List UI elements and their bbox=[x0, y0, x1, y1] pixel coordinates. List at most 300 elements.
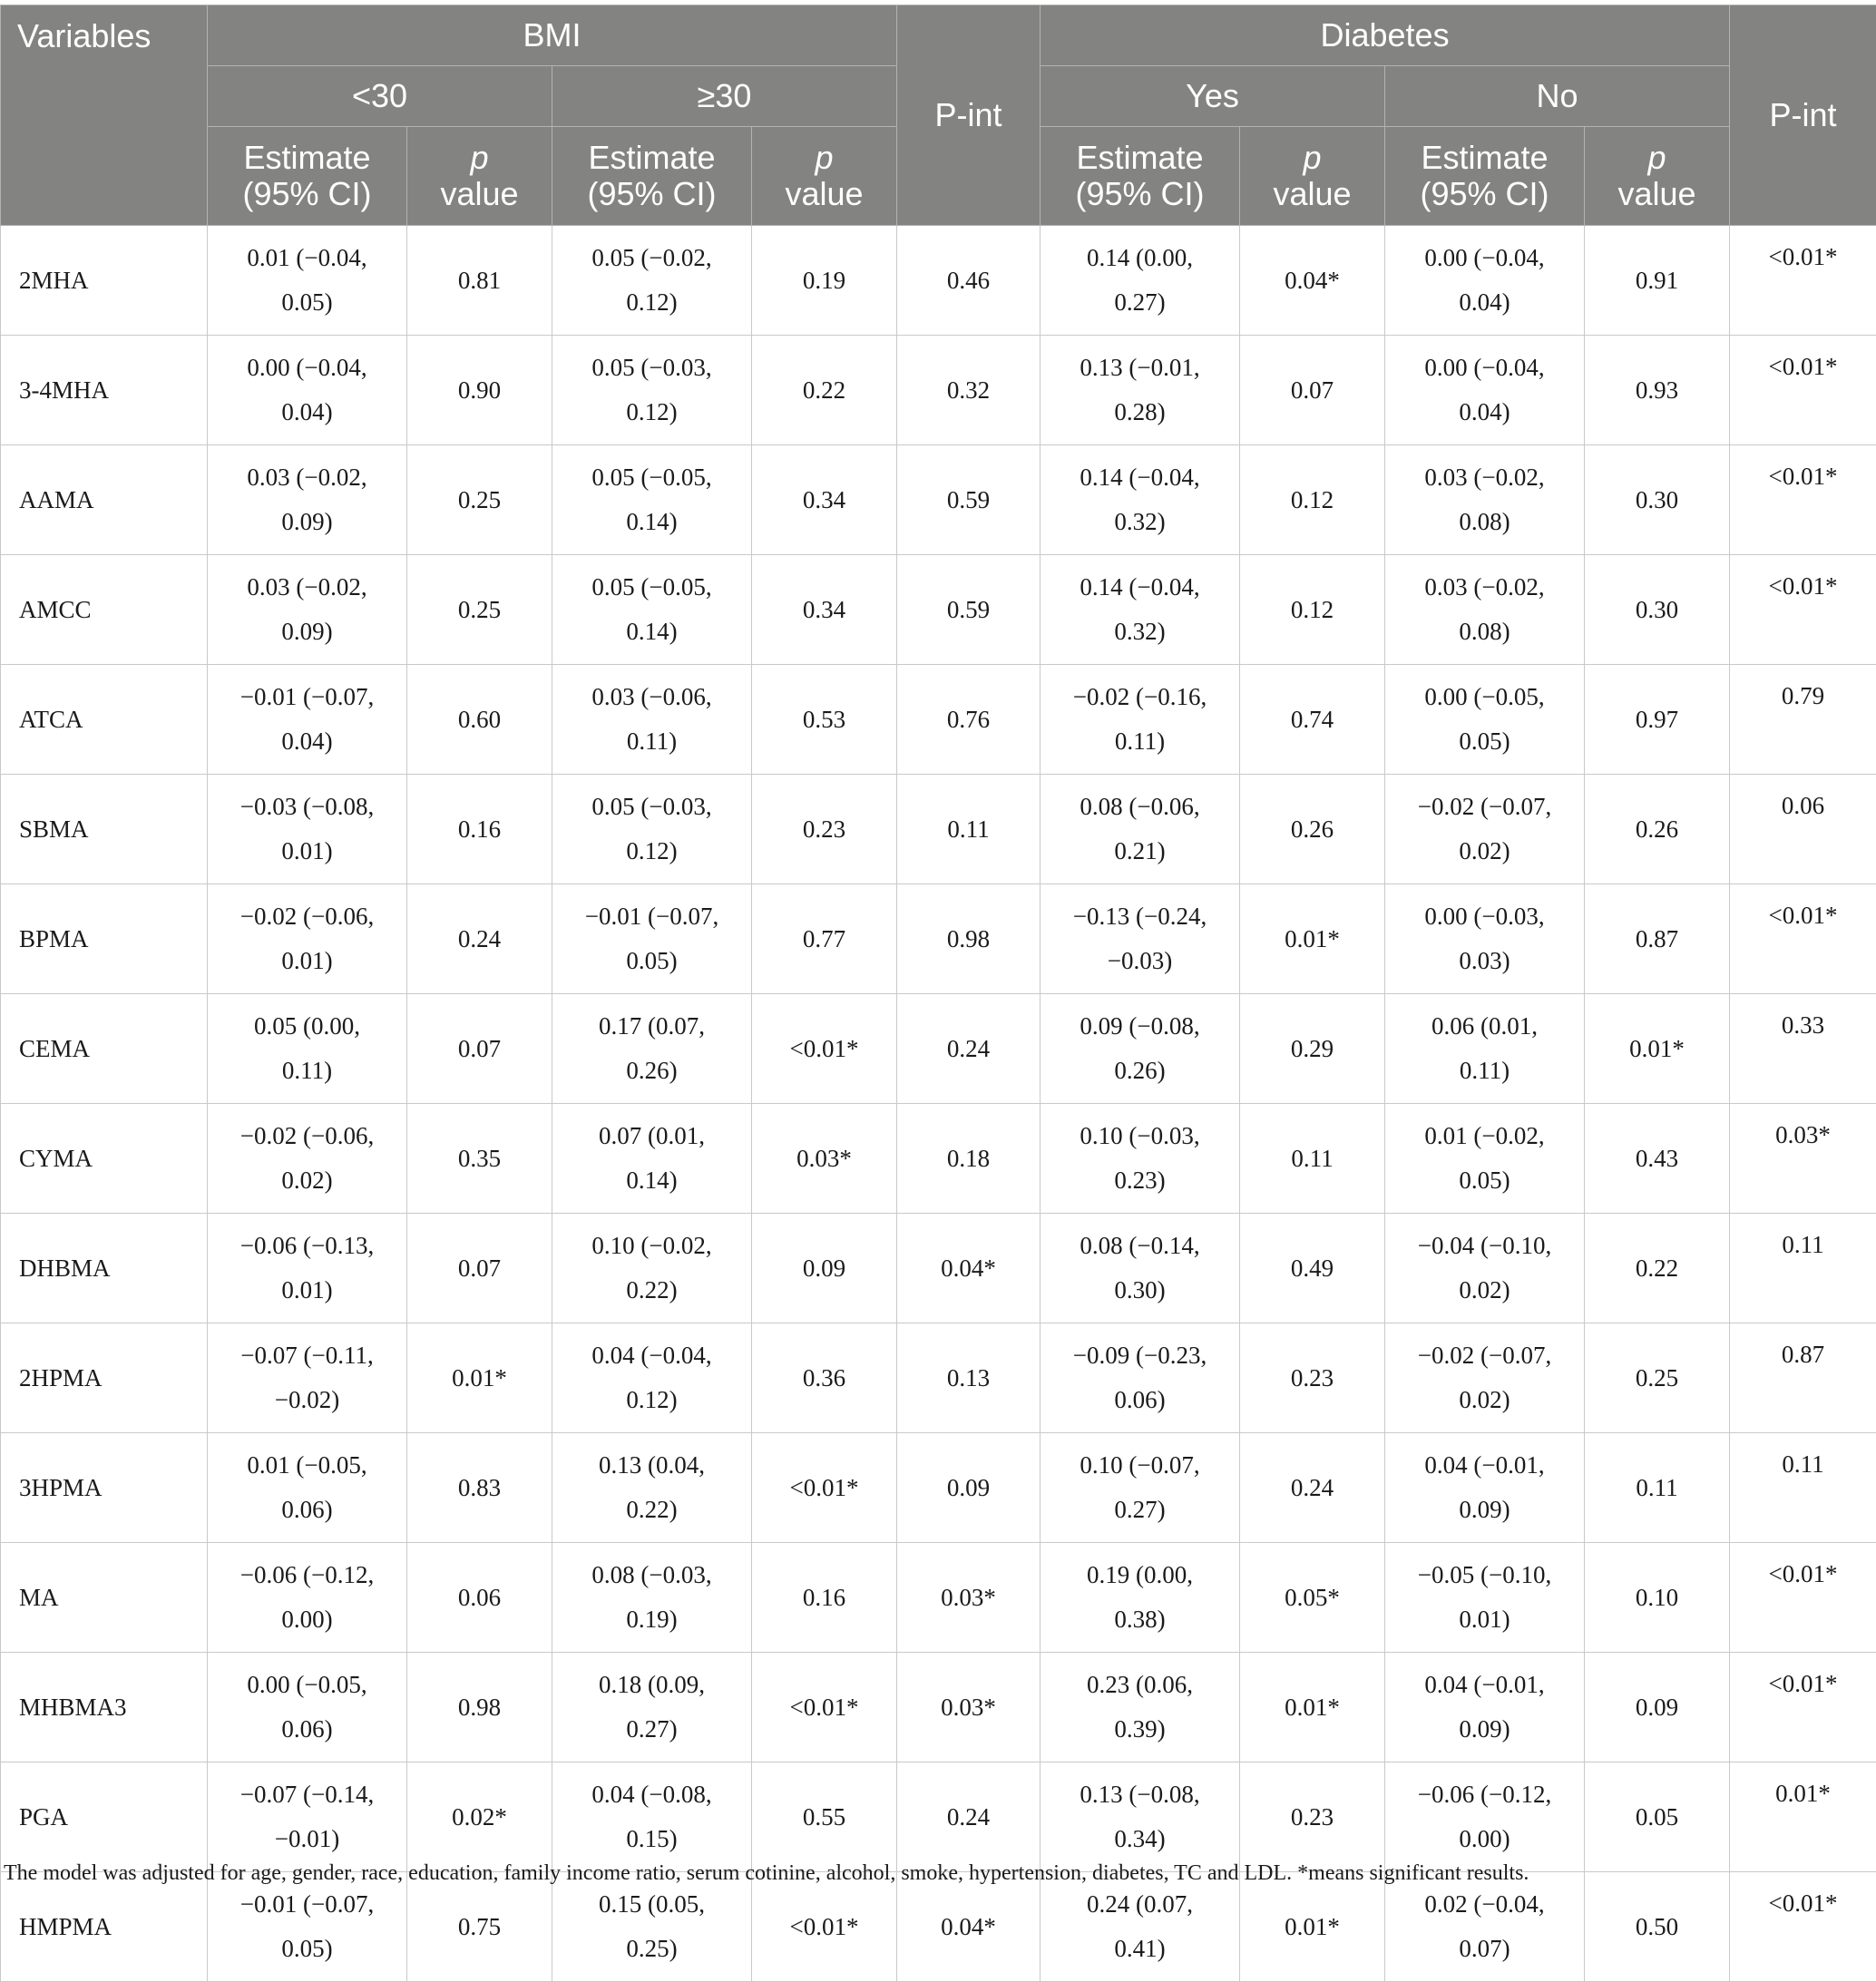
diab-yes-p-cell: 0.01* bbox=[1240, 884, 1385, 994]
diab-no-p-cell: 0.26 bbox=[1585, 775, 1730, 884]
table-header bbox=[1, 5, 1876, 226]
variable-name-cell: 2HPMA bbox=[1, 1323, 208, 1433]
bmi-lt30-est-cell bbox=[208, 1214, 407, 1323]
estimate-line-1: 0.04 (−0.08, bbox=[560, 1772, 744, 1817]
variable-name-cell: DHBMA bbox=[1, 1214, 208, 1323]
diabetes-no-header: No bbox=[1385, 66, 1730, 127]
diab-yes-est-cell bbox=[1041, 555, 1240, 665]
diab-no-p-cell: 0.50 bbox=[1585, 1872, 1730, 1982]
bmi-lt30-est-cell bbox=[208, 775, 407, 884]
estimate-line-1: 0.07 (0.01, bbox=[560, 1114, 744, 1158]
table-row bbox=[1, 1762, 1876, 1872]
estimate-line-1: 0.02 (−0.04, bbox=[1392, 1882, 1577, 1927]
diab-yes-est-cell bbox=[1041, 884, 1240, 994]
bmi-ge30-est-cell bbox=[552, 994, 752, 1104]
estimate-line-2: 0.06) bbox=[215, 1488, 399, 1532]
estimate-line-2: 0.06) bbox=[1048, 1378, 1232, 1422]
diabetes-no-p-value-header bbox=[1585, 127, 1730, 226]
estimate-line-2: 0.38) bbox=[1048, 1597, 1232, 1642]
bmi-lt30-est-cell bbox=[208, 1762, 407, 1872]
estimate-line-1: 0.10 (−0.03, bbox=[1048, 1114, 1232, 1158]
diab-pint-cell: <0.01* bbox=[1730, 336, 1876, 445]
estimate-line-1: 0.03 (−0.02, bbox=[1392, 455, 1577, 500]
estimate-line-2: 0.39) bbox=[1048, 1707, 1232, 1752]
diab-yes-est-cell bbox=[1041, 665, 1240, 775]
ci-label: (95% CI) bbox=[242, 175, 371, 212]
bmi-pint-cell: 0.59 bbox=[897, 555, 1041, 665]
estimate-line-1: 0.00 (−0.05, bbox=[215, 1663, 399, 1707]
estimate-line-2: 0.27) bbox=[560, 1707, 744, 1752]
bmi-group-header: BMI bbox=[208, 5, 897, 66]
estimate-line-2: 0.22) bbox=[560, 1268, 744, 1313]
bmi-pint-cell: 0.11 bbox=[897, 775, 1041, 884]
estimate-line-2: 0.01) bbox=[215, 829, 399, 874]
bmi-lt30-est-cell bbox=[208, 1872, 407, 1982]
estimate-line-2: 0.09) bbox=[215, 610, 399, 654]
estimate-line-1: 0.18 (0.09, bbox=[560, 1663, 744, 1707]
bmi-ge30-p-value-header bbox=[752, 127, 897, 226]
estimate-line-1: −0.02 (−0.07, bbox=[1392, 1333, 1577, 1378]
estimate-line-1: 0.05 (0.00, bbox=[215, 1004, 399, 1049]
bmi-pint-header: P-int bbox=[897, 5, 1041, 226]
estimate-line-1: 0.04 (−0.01, bbox=[1392, 1663, 1577, 1707]
estimate-line-1: −0.01 (−0.07, bbox=[560, 894, 744, 939]
bmi-ge30-est-cell bbox=[552, 445, 752, 555]
bmi-lt30-est-cell bbox=[208, 555, 407, 665]
variable-name-cell: 3HPMA bbox=[1, 1433, 208, 1543]
variable-name-cell: HMPMA bbox=[1, 1872, 208, 1982]
diab-pint-cell: <0.01* bbox=[1730, 555, 1876, 665]
estimate-line-1: −0.01 (−0.07, bbox=[215, 1882, 399, 1927]
estimate-line-2: 0.04) bbox=[215, 719, 399, 764]
ci-label: (95% CI) bbox=[587, 175, 716, 212]
diab-no-est-cell bbox=[1385, 884, 1585, 994]
estimate-line-1: 0.05 (−0.03, bbox=[560, 785, 744, 829]
variable-name-cell: AMCC bbox=[1, 555, 208, 665]
diab-pint-cell: 0.06 bbox=[1730, 775, 1876, 884]
diab-no-p-cell: 0.87 bbox=[1585, 884, 1730, 994]
estimate-line-2: 0.02) bbox=[1392, 829, 1577, 874]
results-table bbox=[0, 5, 1876, 1982]
estimate-line-2: 0.08) bbox=[1392, 610, 1577, 654]
diab-yes-p-cell: 0.12 bbox=[1240, 445, 1385, 555]
estimate-line-2: 0.41) bbox=[1048, 1927, 1232, 1971]
estimate-line-2: 0.09) bbox=[1392, 1488, 1577, 1532]
bmi-ge30-est-cell bbox=[552, 1104, 752, 1214]
diab-no-est-cell bbox=[1385, 994, 1585, 1104]
estimate-line-2: 0.25) bbox=[560, 1927, 744, 1971]
bmi-lt30-p-cell: 0.75 bbox=[407, 1872, 552, 1982]
bmi-ge30-p-cell: 0.55 bbox=[752, 1762, 897, 1872]
variable-name-cell: SBMA bbox=[1, 775, 208, 884]
bmi-ge30-p-cell: 0.53 bbox=[752, 665, 897, 775]
bmi-lt30-p-cell: 0.01* bbox=[407, 1323, 552, 1433]
bmi-lt30-est-cell bbox=[208, 1433, 407, 1543]
diab-yes-est-cell bbox=[1041, 1214, 1240, 1323]
bmi-ge30-est-cell bbox=[552, 555, 752, 665]
estimate-line-2: 0.00) bbox=[215, 1597, 399, 1642]
estimate-line-1: 0.03 (−0.06, bbox=[560, 675, 744, 719]
estimate-line-1: −0.04 (−0.10, bbox=[1392, 1224, 1577, 1268]
diab-pint-cell: 0.03* bbox=[1730, 1104, 1876, 1214]
estimate-line-2: 0.12) bbox=[560, 829, 744, 874]
diab-pint-cell: <0.01* bbox=[1730, 226, 1876, 336]
diabetes-pint-header: P-int bbox=[1730, 5, 1876, 226]
estimate-line-2: 0.14) bbox=[560, 500, 744, 544]
bmi-lt30-p-cell: 0.07 bbox=[407, 994, 552, 1104]
estimate-line-2: 0.22) bbox=[560, 1488, 744, 1532]
estimate-line-2: 0.08) bbox=[1392, 500, 1577, 544]
bmi-ge30-p-cell: 0.19 bbox=[752, 226, 897, 336]
bmi-lt30-p-cell: 0.16 bbox=[407, 775, 552, 884]
estimate-line-1: −0.09 (−0.23, bbox=[1048, 1333, 1232, 1378]
estimate-line-1: 0.01 (−0.04, bbox=[215, 236, 399, 280]
estimate-line-1: 0.01 (−0.05, bbox=[215, 1443, 399, 1488]
bmi-pint-cell: 0.03* bbox=[897, 1653, 1041, 1762]
bmi-ge30-est-cell bbox=[552, 1543, 752, 1653]
table-footnote: The model was adjusted for age, gender, race, education, family income ratio, serum cotinine, alcohol, smoke, hypertension, diabetes, TC and LDL. *means significant results. bbox=[4, 1861, 1529, 1886]
bmi-ge30-est-cell bbox=[552, 1214, 752, 1323]
estimate-line-1: 0.05 (−0.05, bbox=[560, 455, 744, 500]
table-row bbox=[1, 1323, 1876, 1433]
estimate-line-2: 0.14) bbox=[560, 610, 744, 654]
estimate-line-1: −0.02 (−0.06, bbox=[215, 894, 399, 939]
bmi-lt30-est-cell bbox=[208, 1543, 407, 1653]
estimate-line-1: 0.00 (−0.04, bbox=[1392, 236, 1577, 280]
estimate-line-1: −0.07 (−0.14, bbox=[215, 1772, 399, 1817]
bmi-ge30-p-cell: 0.34 bbox=[752, 445, 897, 555]
estimate-line-2: 0.04) bbox=[215, 390, 399, 434]
diabetes-group-header: Diabetes bbox=[1041, 5, 1730, 66]
bmi-lt30-est-cell bbox=[208, 994, 407, 1104]
diab-yes-est-cell bbox=[1041, 1762, 1240, 1872]
estimate-line-1: 0.00 (−0.03, bbox=[1392, 894, 1577, 939]
bmi-pint-cell: 0.09 bbox=[897, 1433, 1041, 1543]
bmi-lt30-p-cell: 0.81 bbox=[407, 226, 552, 336]
estimate-line-1: 0.03 (−0.02, bbox=[215, 565, 399, 610]
diab-no-est-cell bbox=[1385, 665, 1585, 775]
bmi-lt30-p-cell: 0.25 bbox=[407, 555, 552, 665]
bmi-ge30-est-cell bbox=[552, 336, 752, 445]
bmi-lt30-p-cell: 0.60 bbox=[407, 665, 552, 775]
estimate-line-2: 0.28) bbox=[1048, 390, 1232, 434]
bmi-lt30-p-cell: 0.90 bbox=[407, 336, 552, 445]
diab-yes-p-cell: 0.01* bbox=[1240, 1653, 1385, 1762]
estimate-line-1: 0.08 (−0.14, bbox=[1048, 1224, 1232, 1268]
diab-pint-cell: 0.11 bbox=[1730, 1433, 1876, 1543]
estimate-line-2: 0.05) bbox=[1392, 1158, 1577, 1203]
diab-no-est-cell bbox=[1385, 445, 1585, 555]
bmi-pint-cell: 0.18 bbox=[897, 1104, 1041, 1214]
estimate-line-1: −0.06 (−0.12, bbox=[1392, 1772, 1577, 1817]
estimate-line-2: 0.03) bbox=[1392, 939, 1577, 983]
diab-no-est-cell bbox=[1385, 1104, 1585, 1214]
table-row bbox=[1, 445, 1876, 555]
bmi-ge30-est-cell bbox=[552, 1653, 752, 1762]
table-body bbox=[1, 226, 1876, 1982]
diab-yes-p-cell: 0.29 bbox=[1240, 994, 1385, 1104]
bmi-pint-cell: 0.24 bbox=[897, 994, 1041, 1104]
bmi-ge30-p-cell: <0.01* bbox=[752, 1872, 897, 1982]
estimate-line-2: 0.12) bbox=[560, 280, 744, 325]
table-row bbox=[1, 1653, 1876, 1762]
bmi-lt30-header: <30 bbox=[208, 66, 552, 127]
estimate-line-2: 0.05) bbox=[215, 280, 399, 325]
estimate-line-1: 0.13 (−0.01, bbox=[1048, 346, 1232, 390]
bmi-ge30-p-cell: 0.03* bbox=[752, 1104, 897, 1214]
p-label: p bbox=[1648, 139, 1666, 176]
estimate-line-2: 0.04) bbox=[1392, 390, 1577, 434]
diab-yes-p-cell: 0.12 bbox=[1240, 555, 1385, 665]
diab-yes-est-cell bbox=[1041, 1543, 1240, 1653]
value-label: value bbox=[1618, 175, 1696, 212]
bmi-ge30-est-cell bbox=[552, 884, 752, 994]
bmi-lt30-p-cell: 0.06 bbox=[407, 1543, 552, 1653]
estimate-line-2: 0.23) bbox=[1048, 1158, 1232, 1203]
estimate-line-1: −0.05 (−0.10, bbox=[1392, 1553, 1577, 1597]
estimate-line-1: 0.15 (0.05, bbox=[560, 1882, 744, 1927]
estimate-line-1: −0.01 (−0.07, bbox=[215, 675, 399, 719]
diab-yes-p-cell: 0.04* bbox=[1240, 226, 1385, 336]
variable-name-cell: MHBMA3 bbox=[1, 1653, 208, 1762]
estimate-line-1: −0.02 (−0.16, bbox=[1048, 675, 1232, 719]
estimate-line-2: 0.09) bbox=[215, 500, 399, 544]
diab-no-est-cell bbox=[1385, 1872, 1585, 1982]
diab-yes-est-cell bbox=[1041, 1323, 1240, 1433]
estimate-line-2: 0.12) bbox=[560, 390, 744, 434]
estimate-line-2: 0.21) bbox=[1048, 829, 1232, 874]
estimate-line-1: 0.08 (−0.03, bbox=[560, 1553, 744, 1597]
estimate-line-1: −0.06 (−0.12, bbox=[215, 1553, 399, 1597]
bmi-ge30-est-cell bbox=[552, 1433, 752, 1543]
bmi-ge30-p-cell: <0.01* bbox=[752, 1653, 897, 1762]
p-label: p bbox=[815, 139, 833, 176]
diab-yes-est-cell bbox=[1041, 226, 1240, 336]
diab-pint-cell: 0.87 bbox=[1730, 1323, 1876, 1433]
bmi-ge30-p-cell: 0.16 bbox=[752, 1543, 897, 1653]
diabetes-yes-header: Yes bbox=[1041, 66, 1385, 127]
diab-pint-cell: <0.01* bbox=[1730, 884, 1876, 994]
diab-no-p-cell: 0.91 bbox=[1585, 226, 1730, 336]
bmi-ge30-p-cell: 0.77 bbox=[752, 884, 897, 994]
estimate-line-2: 0.12) bbox=[560, 1378, 744, 1422]
estimate-line-1: −0.07 (−0.11, bbox=[215, 1333, 399, 1378]
bmi-ge30-est-cell bbox=[552, 775, 752, 884]
bmi-ge30-p-cell: 0.23 bbox=[752, 775, 897, 884]
diab-yes-p-cell: 0.74 bbox=[1240, 665, 1385, 775]
bmi-lt30-est-cell bbox=[208, 1104, 407, 1214]
variable-name-cell: AAMA bbox=[1, 445, 208, 555]
diab-pint-cell: <0.01* bbox=[1730, 445, 1876, 555]
bmi-ge30-p-cell: 0.09 bbox=[752, 1214, 897, 1323]
estimate-line-2: 0.32) bbox=[1048, 610, 1232, 654]
diab-no-est-cell bbox=[1385, 226, 1585, 336]
estimate-line-1: 0.00 (−0.05, bbox=[1392, 675, 1577, 719]
bmi-lt30-est-cell bbox=[208, 884, 407, 994]
diab-yes-est-cell bbox=[1041, 775, 1240, 884]
bmi-lt30-est-cell bbox=[208, 445, 407, 555]
variable-name-cell: MA bbox=[1, 1543, 208, 1653]
value-label: value bbox=[1273, 175, 1351, 212]
estimate-label: Estimate bbox=[588, 139, 715, 176]
bmi-lt30-p-cell: 0.83 bbox=[407, 1433, 552, 1543]
estimate-line-2: 0.01) bbox=[215, 1268, 399, 1313]
variables-header: Variables bbox=[1, 5, 208, 226]
estimate-line-1: 0.06 (0.01, bbox=[1392, 1004, 1577, 1049]
estimate-line-1: −0.06 (−0.13, bbox=[215, 1224, 399, 1268]
estimate-line-2: 0.02) bbox=[1392, 1268, 1577, 1313]
estimate-line-1: 0.24 (0.07, bbox=[1048, 1882, 1232, 1927]
estimate-line-2: 0.15) bbox=[560, 1817, 744, 1861]
ci-label: (95% CI) bbox=[1421, 175, 1549, 212]
diab-no-p-cell: 0.25 bbox=[1585, 1323, 1730, 1433]
estimate-line-2: 0.32) bbox=[1048, 500, 1232, 544]
diab-yes-p-cell: 0.49 bbox=[1240, 1214, 1385, 1323]
estimate-line-1: −0.13 (−0.24, bbox=[1048, 894, 1232, 939]
bmi-lt30-est-cell bbox=[208, 1653, 407, 1762]
estimate-line-2: 0.26) bbox=[1048, 1049, 1232, 1093]
estimate-line-2: 0.27) bbox=[1048, 1488, 1232, 1532]
p-label: p bbox=[470, 139, 488, 176]
diab-yes-est-cell bbox=[1041, 994, 1240, 1104]
estimate-line-2: −0.03) bbox=[1048, 939, 1232, 983]
bmi-lt30-p-cell: 0.07 bbox=[407, 1214, 552, 1323]
bmi-ge30-header: ≥30 bbox=[552, 66, 897, 127]
bmi-lt30-p-cell: 0.25 bbox=[407, 445, 552, 555]
diab-no-p-cell: 0.09 bbox=[1585, 1653, 1730, 1762]
estimate-line-1: 0.10 (−0.02, bbox=[560, 1224, 744, 1268]
estimate-line-1: 0.08 (−0.06, bbox=[1048, 785, 1232, 829]
diab-yes-p-cell: 0.05* bbox=[1240, 1543, 1385, 1653]
estimate-line-1: −0.02 (−0.07, bbox=[1392, 785, 1577, 829]
estimate-line-1: 0.23 (0.06, bbox=[1048, 1663, 1232, 1707]
bmi-ge30-est-cell bbox=[552, 1872, 752, 1982]
value-label: value bbox=[440, 175, 518, 212]
estimate-line-2: −0.02) bbox=[215, 1378, 399, 1422]
diab-pint-cell: 0.33 bbox=[1730, 994, 1876, 1104]
estimate-line-2: 0.11) bbox=[215, 1049, 399, 1093]
diab-yes-est-cell bbox=[1041, 1653, 1240, 1762]
diab-no-est-cell bbox=[1385, 1323, 1585, 1433]
estimate-line-2: 0.01) bbox=[1392, 1597, 1577, 1642]
diab-yes-est-cell bbox=[1041, 1872, 1240, 1982]
bmi-ge30-est-cell bbox=[552, 226, 752, 336]
diab-yes-est-cell bbox=[1041, 336, 1240, 445]
diab-yes-p-cell: 0.26 bbox=[1240, 775, 1385, 884]
diab-yes-p-cell: 0.11 bbox=[1240, 1104, 1385, 1214]
table-row bbox=[1, 226, 1876, 336]
estimate-line-1: 0.14 (−0.04, bbox=[1048, 565, 1232, 610]
estimate-line-2: 0.11) bbox=[560, 719, 744, 764]
bmi-lt30-p-cell: 0.98 bbox=[407, 1653, 552, 1762]
bmi-ge30-est-cell bbox=[552, 665, 752, 775]
bmi-ge30-p-cell: 0.34 bbox=[752, 555, 897, 665]
diab-yes-p-cell: 0.23 bbox=[1240, 1762, 1385, 1872]
diab-pint-cell: <0.01* bbox=[1730, 1872, 1876, 1982]
variable-name-cell: 2MHA bbox=[1, 226, 208, 336]
diab-no-est-cell bbox=[1385, 1433, 1585, 1543]
estimate-line-2: 0.11) bbox=[1392, 1049, 1577, 1093]
diab-no-p-cell: 0.43 bbox=[1585, 1104, 1730, 1214]
estimate-line-1: 0.01 (−0.02, bbox=[1392, 1114, 1577, 1158]
table-row bbox=[1, 1433, 1876, 1543]
bmi-lt30-p-cell: 0.35 bbox=[407, 1104, 552, 1214]
estimate-line-1: 0.04 (−0.01, bbox=[1392, 1443, 1577, 1488]
bmi-pint-cell: 0.98 bbox=[897, 884, 1041, 994]
estimate-line-2: 0.01) bbox=[215, 939, 399, 983]
bmi-pint-cell: 0.76 bbox=[897, 665, 1041, 775]
table-row bbox=[1, 884, 1876, 994]
variable-name-cell: 3-4MHA bbox=[1, 336, 208, 445]
diab-yes-p-cell: 0.23 bbox=[1240, 1323, 1385, 1433]
estimate-line-1: 0.04 (−0.04, bbox=[560, 1333, 744, 1378]
table-row bbox=[1, 1872, 1876, 1982]
bmi-ge30-p-cell: <0.01* bbox=[752, 1433, 897, 1543]
estimate-line-2: 0.04) bbox=[1392, 280, 1577, 325]
bmi-pint-cell: 0.59 bbox=[897, 445, 1041, 555]
table-row bbox=[1, 1214, 1876, 1323]
bmi-ge30-estimate-header bbox=[552, 127, 752, 226]
bmi-lt30-estimate-header bbox=[208, 127, 407, 226]
diabetes-no-estimate-header bbox=[1385, 127, 1585, 226]
diab-no-est-cell bbox=[1385, 1543, 1585, 1653]
bmi-pint-cell: 0.32 bbox=[897, 336, 1041, 445]
estimate-line-1: 0.05 (−0.02, bbox=[560, 236, 744, 280]
estimate-line-2: 0.02) bbox=[215, 1158, 399, 1203]
estimate-line-1: 0.09 (−0.08, bbox=[1048, 1004, 1232, 1049]
diab-no-p-cell: 0.30 bbox=[1585, 445, 1730, 555]
estimate-line-2: 0.26) bbox=[560, 1049, 744, 1093]
variable-name-cell: PGA bbox=[1, 1762, 208, 1872]
bmi-lt30-est-cell bbox=[208, 1323, 407, 1433]
estimate-line-1: 0.05 (−0.03, bbox=[560, 346, 744, 390]
bmi-pint-cell: 0.13 bbox=[897, 1323, 1041, 1433]
estimate-line-1: −0.03 (−0.08, bbox=[215, 785, 399, 829]
estimate-line-2: 0.05) bbox=[215, 1927, 399, 1971]
estimate-line-1: 0.13 (0.04, bbox=[560, 1443, 744, 1488]
estimate-line-1: −0.02 (−0.06, bbox=[215, 1114, 399, 1158]
diab-yes-est-cell bbox=[1041, 1104, 1240, 1214]
estimate-line-2: −0.01) bbox=[215, 1817, 399, 1861]
estimate-line-2: 0.09) bbox=[1392, 1707, 1577, 1752]
estimate-line-1: 0.14 (−0.04, bbox=[1048, 455, 1232, 500]
value-label: value bbox=[785, 175, 863, 212]
table-row bbox=[1, 336, 1876, 445]
p-label: p bbox=[1304, 139, 1322, 176]
bmi-ge30-p-cell: 0.22 bbox=[752, 336, 897, 445]
estimate-line-2: 0.05) bbox=[560, 939, 744, 983]
bmi-pint-cell: 0.24 bbox=[897, 1762, 1041, 1872]
estimate-line-1: 0.05 (−0.05, bbox=[560, 565, 744, 610]
estimate-line-2: 0.30) bbox=[1048, 1268, 1232, 1313]
bmi-pint-cell: 0.03* bbox=[897, 1543, 1041, 1653]
estimate-line-1: 0.00 (−0.04, bbox=[215, 346, 399, 390]
diab-pint-cell: 0.11 bbox=[1730, 1214, 1876, 1323]
bmi-lt30-est-cell bbox=[208, 226, 407, 336]
estimate-line-2: 0.02) bbox=[1392, 1378, 1577, 1422]
estimate-label: Estimate bbox=[1076, 139, 1203, 176]
variable-name-cell: BPMA bbox=[1, 884, 208, 994]
diab-no-p-cell: 0.93 bbox=[1585, 336, 1730, 445]
diab-pint-cell: 0.01* bbox=[1730, 1762, 1876, 1872]
estimate-line-2: 0.07) bbox=[1392, 1927, 1577, 1971]
bmi-pint-cell: 0.04* bbox=[897, 1214, 1041, 1323]
diab-pint-cell: 0.79 bbox=[1730, 665, 1876, 775]
variable-name-cell: CEMA bbox=[1, 994, 208, 1104]
bmi-pint-cell: 0.46 bbox=[897, 226, 1041, 336]
estimate-line-1: 0.03 (−0.02, bbox=[215, 455, 399, 500]
estimate-line-1: 0.17 (0.07, bbox=[560, 1004, 744, 1049]
